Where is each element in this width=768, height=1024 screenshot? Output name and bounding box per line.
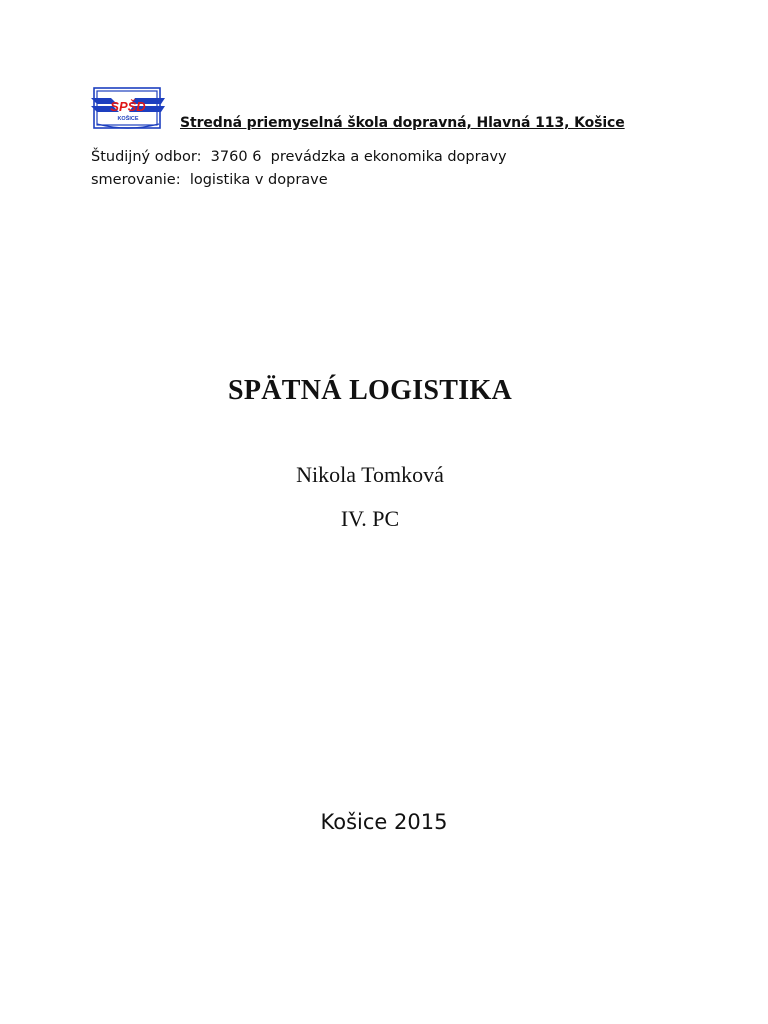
school-name: Stredná priemyselná škola dopravná, Hlavná 113, Košice	[180, 115, 625, 131]
logo-wordmark: SPŠD	[110, 99, 146, 114]
study-direction-line: smerovanie: logistika v doprave	[91, 172, 328, 188]
author-name: Nikola Tomková	[296, 462, 444, 487]
study-field-line: Študijný odbor: 3760 6 prevádzka a ekonomika dopravy	[91, 149, 507, 165]
place-and-year: Košice 2015	[320, 810, 448, 834]
logo-city: KOŠICE	[117, 116, 139, 122]
school-logo	[91, 86, 165, 132]
document-title: SPÄTNÁ LOGISTIKA	[227, 375, 513, 406]
class-name: IV. PC	[340, 506, 400, 531]
